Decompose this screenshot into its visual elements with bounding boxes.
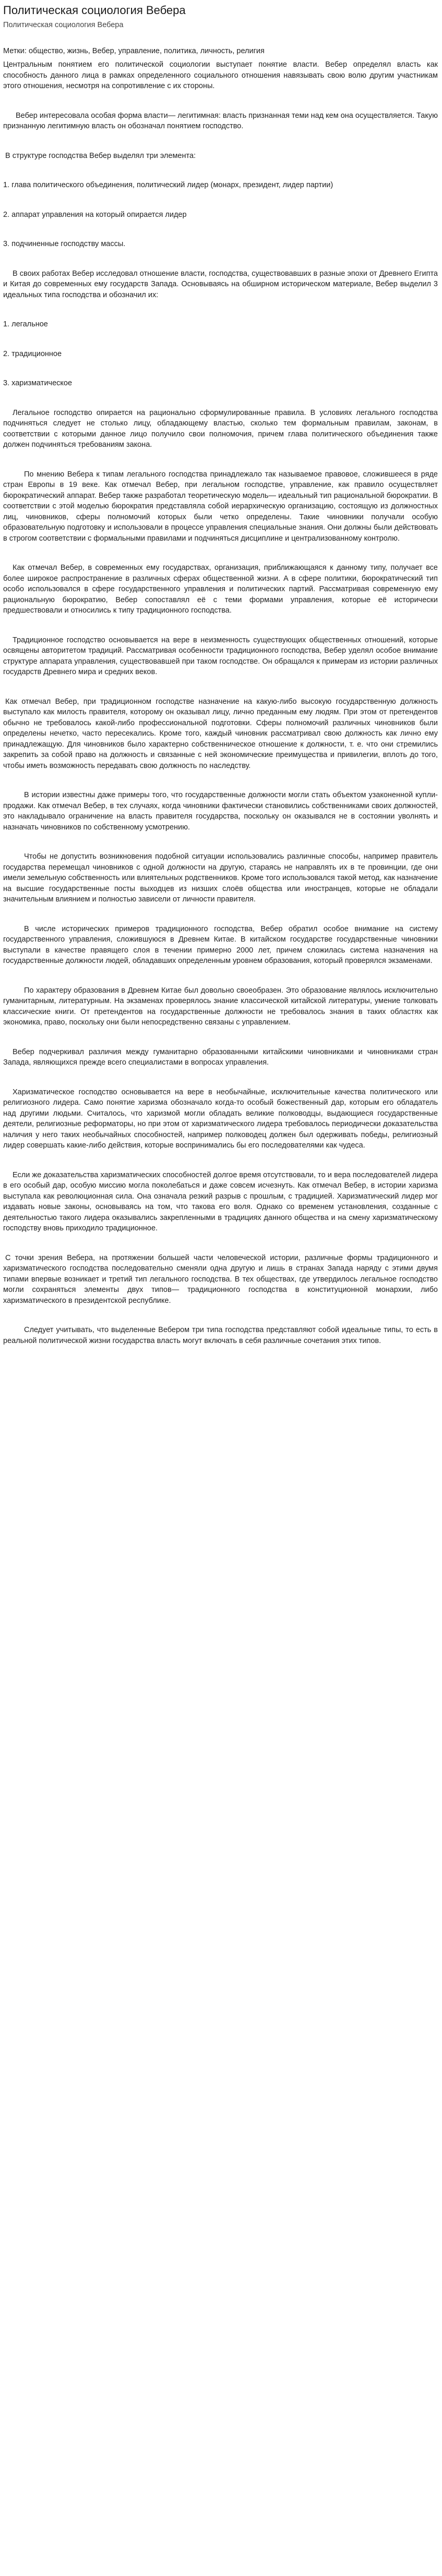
paragraph-conclusion: Следует учитывать, что выделенные Вебером три типа господства представляют собой идеальные типы, то есть в реальной политической жизни государства власть могут включать в себя различные сочетания этих типов. <box>3 1326 438 1345</box>
paragraph-structure: В структуре господства Вебер выделял три элемента: <box>5 151 196 160</box>
paragraph-methods: Чтобы не допустить возникновения подобной ситуации использовались различные способы, например правитель государства перемещал чиновников с одной должности на другую, стараясь не направлять их в те провинции, где они имели земельную собственность или влиятельных родственников. Кроме того использовался такой метод, как назначение на высшие государственные посты выходцев из низших слоёв общества или иностранцев, которые не обладали значительным влиянием и полностью зависели от личности правителя. <box>3 852 438 904</box>
paragraph-china: В числе исторических примеров традиционного господства, Вебер обратил особое внимание на систему государственного управления, сложившуюся в Древнем Китае. В китайском государстве государственные чиновники выступали в качестве правящего слоя в течении примерно 2000 лет, причем сложилась система назначения на государственные должности людей, обладавших определенным уровнем образования, который проверялся экзаменами. <box>3 924 438 965</box>
tags-line: Метки: общество, жизнь, Вебер, управление, политика, личность, религия <box>3 47 265 55</box>
paragraph-modern: Как отмечал Вебер, в современных ему государствах, организация, приближающаяся к данному типу, получает все более широкое распространение в различных сферах общественной жизни. А в сфере политики, бюрократический тип особо использовался в сфере государственного управления и политических партий. Рассматривая современную ему рациональную бюрократию, Вебер сопоставлял её с теми формами управления, которые её исторически предшествовали и относились к типу традиционного господства. <box>3 564 438 615</box>
paragraph-history: С точки зрения Вебера, на протяжении большей части человеческой истории, различные формы традиционного и харизматического господства последовательно сменяли одна другую и лишь в странах Запада наряду с этими двумя типами впервые возникает и третий тип легального господства. В тех обществах, где утвердилось легальное господство могли сохраняться элементы двух типов— традиционного господства в конституционной монархии, либо харизматического в президентской республике. <box>3 1253 438 1305</box>
list-item: 2. аппарат управления на который опирается лидер <box>3 210 187 219</box>
paragraph-legitimate: Вебер интересовала особая форма власти— легитимная: власть признанная теми над кем она осуществляется. Такую признанную легитимную власть он обозначал понятием господство. <box>3 111 438 130</box>
paragraph-education: По характеру образования в Древнем Китае был довольно своеобразен. Это образование являлось исключительно гуманитарным, литературным. На экзаменах проверялось знание классической китайской литературы, умение толковать классические книги. От претендентов на государственные должности не требовалось знания в таких областях как экономика, право, поскольку они были непосредственно связаны с управлением. <box>3 986 438 1027</box>
paragraph-purchase: В истории известны даже примеры того, что государственные должности могли стать объектом узаконенной купли-продажи. Как отмечал Вебер, в тех случаях, когда чиновники фактически становились собственниками своих должностей, это накладывало ограничение на власть правителя государства, поскольку он оказывался не в состоянии уволнять и назначать чиновников по собственному усмотрению. <box>3 791 438 832</box>
paragraph-traditional: Традиционное господство основывается на вере в неизменность существующих общественных отношений, которые освящены авторитетом традиций. Рассматривая особенности традиционного господства, Вебер уделял особое внимание структуре аппарата управления, существовавшей при таком господстве. Он обращался к примерам из истории различных государств Древнего мира и средних веков. <box>3 636 438 676</box>
paragraph-bureaucracy: По мнению Вебера к типам легального господства принадлежало так называемое правовое, сложившееся в ряде стран Европы в 19 веке. Как отмечал Вебер, при легальном господстве, управление, как правило осуществляет бюрократический аппарат. Вебер также разработал теоретическую модель— идеальный тип рациональной бюрократии. В соответствии с этой моделью бюрократия представляла собой иерархическую организацию, состоящую из должностных лиц, чиновников, сферы полномочий которых были четко определены. Такие чиновники получали особую образовательную подготовку и использовали в процессе управления специальные знания. Они должны были действовать в строгом соответствии с формальными правилами и подчиняться дисциплине и централизованному контролю. <box>3 470 438 543</box>
list-item: 3. харизматическое <box>3 379 73 387</box>
list-item: 1. легальное <box>3 320 48 328</box>
list-item: 3. подчиненные господству массы. <box>3 240 126 248</box>
paragraph-revolution: Если же доказательства харизматических способностей долгое время отсутствовали, то и вера последователей лидера в его особый дар, особую миссию могла поколебаться и даже совсем исчезнуть. Как отмечал Вебер, в истории харизма выступала как революционная сила. Она означала резкий разрыв с прошлым, с традицией. Харизматический лидер мог издавать новые законы, основываясь на том, что такова его воля. Однако со временем установления, созданные с деятельностью такого лидера оказывались закрепленными в традициях данного общества и на смену харизматическому господству вновь приходило традиционное. <box>3 1170 438 1232</box>
paragraph-charismatic: Харизматическое господство основывается на вере в необычайные, исключительные качества политического или религиозного лидера. Само понятие харизма обозначало когда-то особый божественный дар, которым его обладатель над другими людьми. Считалось, что харизмой могли обладать великие полководцы, выдающиеся государственные деятели, религиозные реформаторы, но при этом от харизматического лидера требовалось периодически доказательства наличия у него таких необычайных способностей, например полководец должен был одерживать победы, религиозный лидер совершать какие-либо действия, которые воспринимались бы его последователями как чудеса. <box>3 1088 438 1150</box>
paragraph-west: Вебер подчеркивал различия между гуманитарно образованными китайскими чиновниками и чиновниками стран Запада, являющихся прежде всего специалистами в вопросах управления. <box>3 1047 438 1067</box>
paragraph-appointment: Как отмечал Вебер, при традиционном господстве назначение на какую-либо высокую государственную должность выступало как милость правителя, которому он оказывал лицу, лично преданным ему людям. При этом от претендентов обычно не требовалось какой-либо профессиональной подготовки. Сферы полномочий различных чиновников были определены нечетко, часто пересекались. Кроме того, каждый чиновник рассматривал свою должность как лично ему принадлежащую. Для чиновников было характерно собственническое отношение к должности, т. е. что они стремились закрепить за собой право на должность и связанные с ней экономические преимущества и привилегии, вплоть до того, чтобы иметь возможность передавать свою должность по наследству. <box>3 697 438 770</box>
paragraph-types: В своих работах Вебер исследовал отношение власти, господства, существовавших в разные эпохи от Древнего Египта и Китая до современных ему государств Запада. Основываясь на обширном историческом материале, Вебер выделил 3 идеальных типа господства и обозначил их: <box>3 269 438 299</box>
paragraph-intro: Центральным понятием его политической социологии выступает понятие власти. Вебер определял власть как способность данного лица в рамках определенного социального отношения навязывать свою волю другим участникам этого отношения, несмотря на сопротивление с их стороны. <box>3 60 438 90</box>
paragraph-legal: Легальное господство опирается на рационально сформулированные правила. В условиях легального господства подчиняться следует не столько лицу, обладающему властью, сколько тем формальным правилам, законам, в соответствии с которыми данное лицо получило свои полномочия, причем глава политического объединения также должен подчиняться требованиям закона. <box>3 408 438 449</box>
list-item: 2. традиционное <box>3 349 62 358</box>
list-item: 1. глава политического объединения, политический лидер (монарх, президент, лидер партии) <box>3 181 333 189</box>
article-subtitle: Политическая социология Вебера <box>3 21 124 29</box>
page-title: Политическая социология Вебера <box>3 4 186 17</box>
